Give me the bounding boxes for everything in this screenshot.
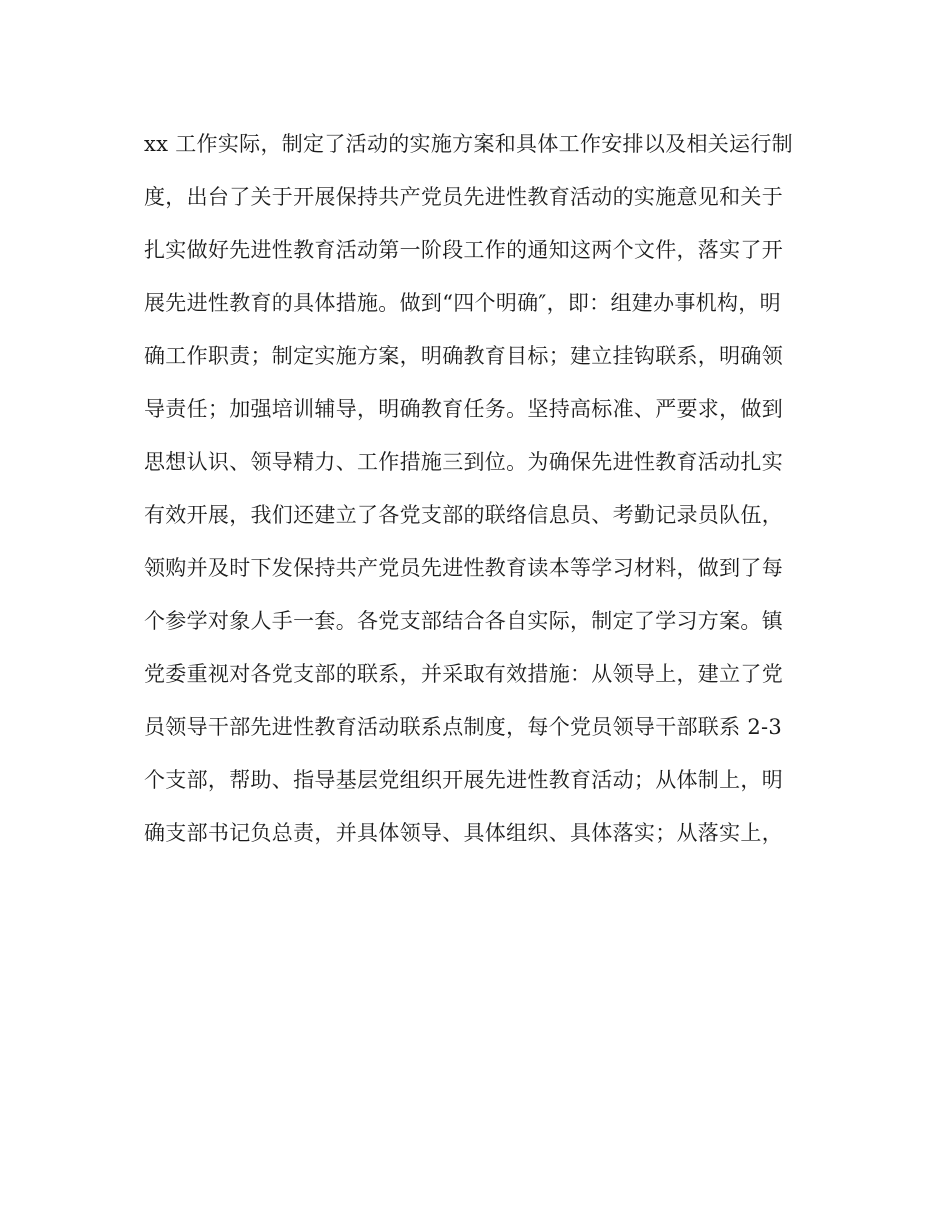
text-line: 扎实做好先进性教育活动第一阶段工作的通知这两个文件，落实了开 <box>144 238 783 262</box>
text-line: 员领导干部先进性教育活动联系点制度，每个党员领导干部联系 2-3 <box>144 715 783 739</box>
text-line: 确工作职责；制定实施方案，明确教育目标；建立挂钩联系，明确领 <box>144 344 783 368</box>
text-line: 度，出台了关于开展保持共产党员先进性教育活动的实施意见和关于 <box>144 185 783 209</box>
text-line: 领购并及时下发保持共产党员先进性教育读本等学习材料，做到了每 <box>144 556 783 580</box>
text-line: 思想认识、领导精力、工作措施三到位。为确保先进性教育活动扎实 <box>144 450 783 474</box>
text-line: 党委重视对各党支部的联系，并采取有效措施：从领导上，建立了党 <box>144 662 783 686</box>
text-line: 确支部书记负总责，并具体领导、具体组织、具体落实；从落实上， <box>144 821 783 845</box>
document-body-text <box>144 118 824 860</box>
text-line: 展先进性教育的具体措施。做到“四个明确″，即：组建办事机构，明 <box>144 291 781 315</box>
text-line: 有效开展，我们还建立了各党支部的联络信息员、考勤记录员队伍， <box>144 503 783 527</box>
text-line: 个参学对象人手一套。各党支部结合各自实际，制定了学习方案。镇 <box>144 609 783 633</box>
text-line: xx 工作实际，制定了活动的实施方案和具体工作安排以及相关运行制 <box>144 132 793 156</box>
text-line: 导责任；加强培训辅导，明确教育任务。坚持高标准、严要求，做到 <box>144 397 783 421</box>
text-line: 个支部，帮助、指导基层党组织开展先进性教育活动；从体制上，明 <box>144 768 783 792</box>
